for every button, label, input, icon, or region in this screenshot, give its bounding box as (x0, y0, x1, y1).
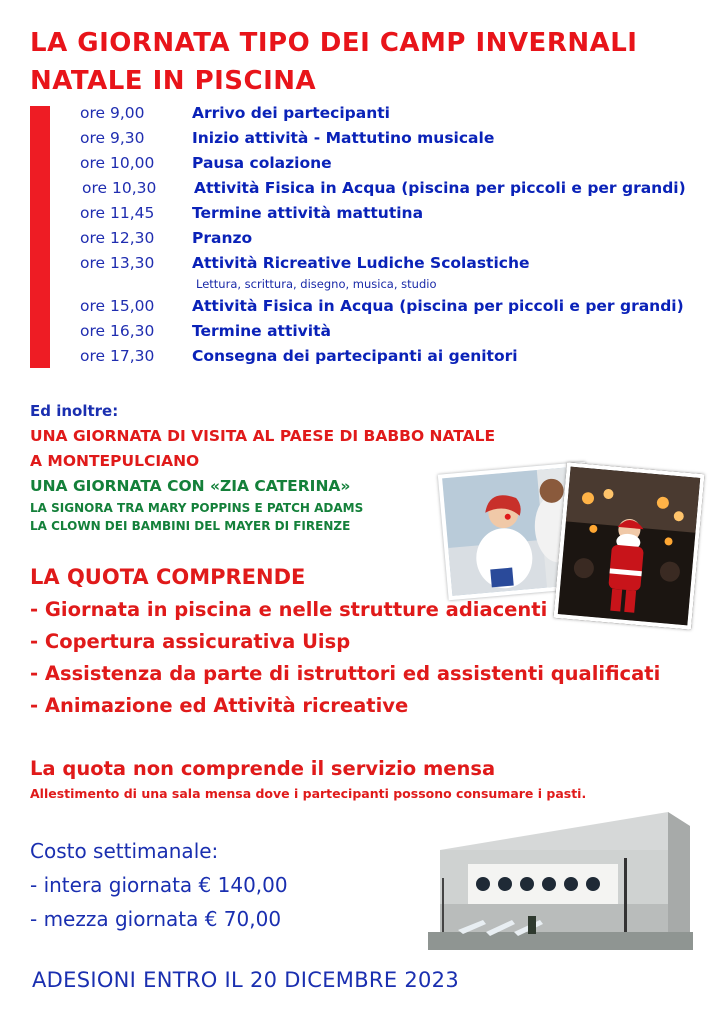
schedule-time: ore 17,30 (80, 347, 155, 365)
schedule-row (80, 252, 710, 277)
schedule-row (80, 127, 710, 152)
cost-heading: Costo settimanale: (30, 839, 219, 863)
zia-caterina-desc-2: LA CLOWN DEI BAMBINI DEL MAYER DI FIRENZE (30, 519, 351, 533)
schedule-time: ore 9,30 (80, 129, 145, 147)
registration-deadline: ADESIONI ENTRO IL 20 DICEMBRE 2023 (32, 968, 460, 992)
schedule-time: ore 13,30 (80, 254, 155, 272)
schedule-time: ore 9,00 (80, 104, 145, 122)
schedule-time: ore 12,30 (80, 229, 155, 247)
schedule-time: ore 10,30 (82, 179, 157, 197)
cost-full-day: - intera giornata € 140,00 (30, 873, 288, 897)
quota-item: - Assistenza da parte di istruttori ed assistenti qualificati (30, 662, 661, 685)
schedule-row-detail (80, 277, 710, 295)
schedule-activity: Attività Ricreative Ludiche Scolastiche (192, 254, 530, 272)
quota-item: - Giornata in piscina e nelle strutture adiacenti (30, 598, 548, 621)
quota-heading: LA QUOTA COMPRENDE (30, 565, 306, 589)
quota-item: - Copertura assicurativa Uisp (30, 630, 351, 653)
zia-caterina-line: UNA GIORNATA CON «ZIA CATERINA» (30, 477, 351, 495)
pool-building-image (428, 808, 693, 950)
schedule-activity: Pausa colazione (192, 154, 332, 172)
schedule-time: ore 11,45 (80, 204, 155, 222)
schedule-activity: Arrivo dei partecipanti (192, 104, 390, 122)
schedule-activity: Attività Fisica in Acqua (piscina per piccoli e per grandi) (192, 297, 684, 315)
title-line-2: NATALE IN PISCINA (30, 66, 317, 96)
schedule-row (80, 345, 710, 370)
schedule-list (80, 102, 710, 370)
schedule-activity: Termine attività (192, 322, 331, 340)
extra-heading: Ed inoltre: (30, 402, 119, 420)
schedule-row (80, 152, 710, 177)
santa-village-visit: UNA GIORNATA DI VISITA AL PAESE DI BABBO NATALE (30, 427, 496, 445)
schedule-activity: Inizio attività - Mattutino musicale (192, 129, 495, 147)
quota-section (30, 562, 720, 722)
page-title (30, 24, 710, 100)
schedule-row (80, 320, 710, 345)
cost-section (30, 836, 420, 938)
mensa-note: Allestimento di una sala mensa dove i partecipanti possono consumare i pasti. (30, 786, 587, 801)
red-accent-bar (30, 106, 50, 368)
schedule-activity: Consegna dei partecipanti ai genitori (192, 347, 518, 365)
schedule-activity-detail: Lettura, scrittura, disegno, musica, studio (196, 277, 437, 291)
mensa-section (30, 755, 720, 805)
zia-caterina-desc-1: LA SIGNORA TRA MARY POPPINS E PATCH ADAMS (30, 501, 364, 515)
mensa-heading: La quota non comprende il servizio mensa (30, 757, 496, 780)
pool-building-photo (428, 808, 693, 950)
schedule-time: ore 16,30 (80, 322, 155, 340)
extra-section (30, 400, 496, 535)
schedule-activity: Pranzo (192, 229, 253, 247)
schedule-row (80, 202, 710, 227)
schedule-row (80, 295, 710, 320)
schedule-time: ore 10,00 (80, 154, 155, 172)
cost-half-day: - mezza giornata € 70,00 (30, 907, 282, 931)
santa-village-location: A MONTEPULCIANO (30, 452, 200, 470)
title-line-1: LA GIORNATA TIPO DEI CAMP INVERNALI (30, 28, 638, 58)
quota-item: - Animazione ed Attività ricreative (30, 694, 409, 717)
schedule-row (80, 227, 710, 252)
schedule-row (80, 102, 710, 127)
schedule-activity: Termine attività mattutina (192, 204, 424, 222)
schedule-time: ore 15,00 (80, 297, 155, 315)
schedule-row (80, 177, 710, 202)
schedule-activity: Attività Fisica in Acqua (piscina per piccoli e per grandi) (194, 179, 686, 197)
